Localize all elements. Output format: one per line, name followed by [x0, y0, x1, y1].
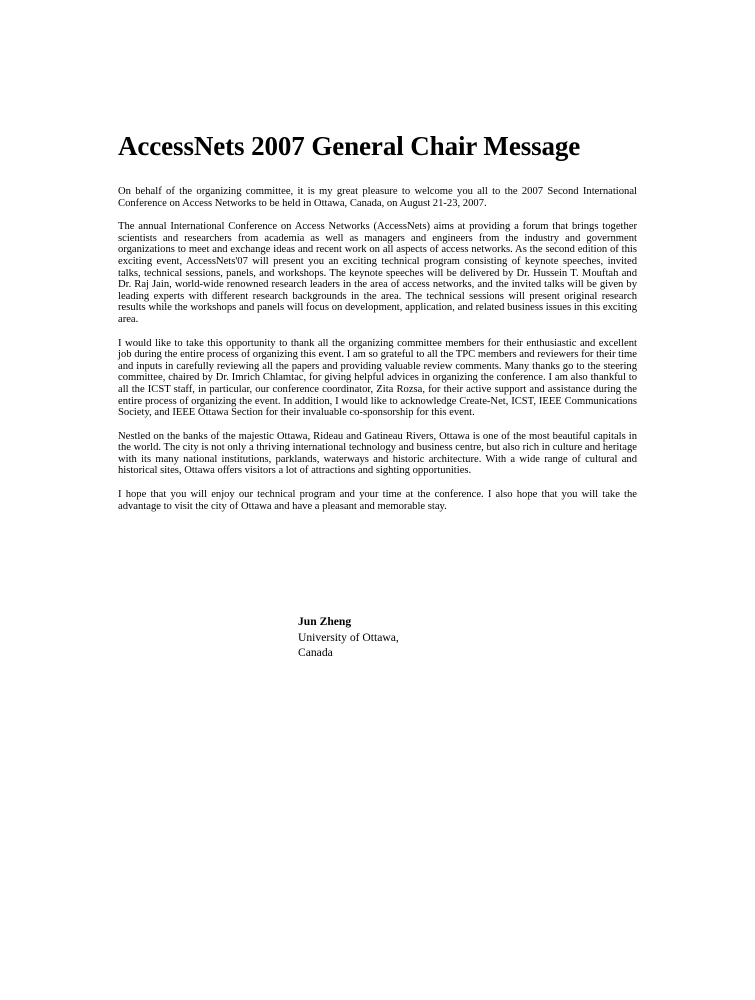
signature-block: [298, 614, 598, 661]
signature-name: Jun Zheng: [298, 615, 352, 628]
paragraph-1: On behalf of the organizing committee, it is my great pleasure to welcome you all to the 2007 Second International Conference on Access Networks to be held in Ottawa, Canada, on August 21-23, 2007.: [118, 186, 637, 209]
document-body: [118, 186, 637, 512]
page-title: AccessNets 2007 General Chair Message: [118, 131, 581, 161]
signature-country: Canada: [298, 646, 333, 659]
paragraph-4: Nestled on the banks of the majestic Ottawa, Rideau and Gatineau Rivers, Ottawa is one of the most beautiful capitals in the world. The city is not only a thriving international technology and business centre, but also rich in culture and heritage with its many national institutions, parklands, waterways and historic architecture. With a wide range of cultural and historical sites, Ottawa offers visitors a lot of attractions and sighting opportunities.: [118, 430, 637, 477]
signature-affiliation: University of Ottawa,: [298, 630, 399, 644]
paragraph-2: The annual International Conference on Access Networks (AccessNets) aims at providing a forum that brings together scientists and researchers from academia as well as managers and engineers from the industry and government organizations to meet and exchange ideas and recent work on all aspects of access networks. As the second edition of this exciting event, AccessNets'07 will present you an exciting technical program consisting of keynote speeches, invited talks, technical sessions, panels, and workshops. The keynote speeches will be delivered by Dr. Hussein T. Mouftah and Dr. Raj Jain, world-wide renowned research leaders in the area of access networks, and the invited talks will be given by leading experts with different research backgrounds in the area. The technical sessions will present original research results while the workshops and panels will focus on development, application, and related business issues in this exciting area.: [118, 221, 637, 325]
paragraph-3: I would like to take this opportunity to thank all the organizing committee members for their enthusiastic and excellent job during the entire process of organizing this event. I am so grateful to all the TPC members and reviewers for their time and inputs in carefully reviewing all the papers and providing valuable review comments. Many thanks go to the steering committee, chaired by Dr. Imrich Chlamtac, for giving helpful advices in organizing the conference. I am also thankful to all the ICST staff, in particular, our conference coordinator, Zita Rozsa, for their active support and assistance during the entire process of organizing the event. In addition, I would like to acknowledge Create-Net, ICST, IEEE Communications Society, and IEEE Ottawa Section for their invaluable co-sponsorship for this event.: [118, 337, 637, 419]
paragraph-5: I hope that you will enjoy our technical program and your time at the conference. I also hope that you will take the advantage to visit the city of Ottawa and have a pleasant and memorable stay.: [118, 489, 637, 512]
